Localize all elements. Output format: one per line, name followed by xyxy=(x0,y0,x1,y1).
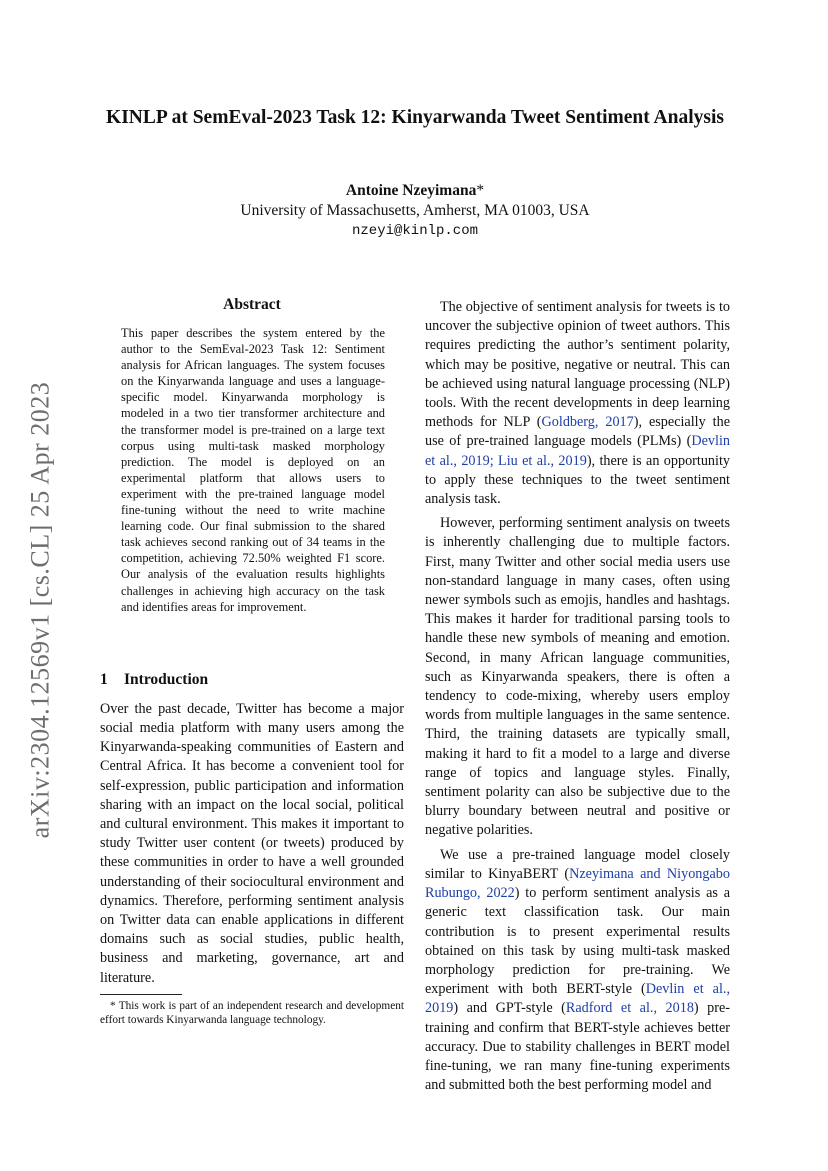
author-block xyxy=(100,181,730,241)
author-email: nzeyi@kinlp.com xyxy=(351,223,479,239)
paragraph-text: ), especially the use of pre-trained language models (PLMs) ( xyxy=(425,414,731,450)
author-line xyxy=(100,181,730,201)
citation-link[interactable]: Radford et al., 2018 xyxy=(565,1000,694,1017)
abstract-heading: Abstract xyxy=(223,296,281,313)
citation-link[interactable]: Goldberg, 2017 xyxy=(541,414,634,431)
paragraph-text: ) and GPT-style ( xyxy=(453,1000,566,1017)
paragraph-text: We use a pre-trained language model closely similar to KinyaBERT ( xyxy=(425,846,730,882)
paper-title: KINLP at SemEval-2023 Task 12: Kinyarwanda Tweet Sentiment Analysis xyxy=(106,107,724,128)
left-column xyxy=(100,296,404,1027)
author-affiliation: University of Massachusetts, Amherst, MA 01003, USA xyxy=(240,202,590,219)
arxiv-identifier-text: arXiv:2304.12569v1 [cs.CL] 25 Apr 2023 xyxy=(25,381,54,839)
citation-link[interactable]: Nzeyimana and Niyongabo Rubungo, 2022 xyxy=(425,865,730,902)
paragraph-text: ), there is an opportunity to apply these techniques to the tweet sentiment analysis task. xyxy=(425,452,730,508)
paragraph-text: The objective of sentiment analysis for tweets is to uncover the subjective opinion of tweet authors. This requires predicting the author’s sentiment polarity, which may be positive, negative or neutral. This can be achieved using natural language processing (NLP) tools. With the recent developments in deep learning methods for NLP ( xyxy=(425,299,730,431)
citation-separator: ; xyxy=(489,452,499,469)
arxiv-identifier xyxy=(12,360,68,860)
right-paragraph-2: However, performing sentiment analysis on tweets is inherently challenging due to multiple factors. First, many Twitter and other social media users use non-standard language in many cases, often using newer symbols such as emojis, handles and hashtags. This makes it harder for traditional parsing tools to handle these new symbols of meaning and emotion. Second, in many African language communities, such as Kinyarwanda speakers, there is often a tendency to code-mixing, whereby users employ words from multiple languages in the same sentence. Third, the training datasets are typically small, making it hard to fit a model to a large and diverse range of topics and language styles. Finally, sentiment polarity can also be subjective due to the blurry boundary between neutral and positive or negative polarities. xyxy=(425,515,730,839)
footnote-text: * This work is part of an independent research and development effort towards Kinyarwanda language technology. xyxy=(100,999,404,1026)
abstract-text: This paper describes the system entered by the author to the SemEval-2023 Task 12: Sentiment analysis for African languages. The system focuses on the Kinyarwanda language and uses a language-specific model. Kinyarwanda morphology is modeled in a two tier transformer architecture and the transformer model is pre-trained on a large text corpus using multi-task masked morphology prediction. The model is deployed on an experimental platform that allows users to experiment with the pre-trained language model fine-tuning without the need to write machine learning code. Our final submission to the shared task achieves second ranking out of 34 teams in the competition, achieving 72.50% weighted F1 score. Our analysis of the evaluation results highlights challenges in achieving high accuracy on the task and identifies areas for improvement. xyxy=(121,326,385,614)
right-paragraph-3 xyxy=(425,846,730,1096)
right-column xyxy=(425,298,730,1095)
author-name: Antoine Nzeyimana xyxy=(345,182,477,199)
section-number: 1 xyxy=(100,670,108,688)
citation-link[interactable]: Liu et al., 2019 xyxy=(498,452,587,469)
right-paragraph-1 xyxy=(425,298,730,509)
author-footnote-mark: * xyxy=(476,182,485,199)
section-heading-introduction xyxy=(100,671,404,689)
paragraph-text: ) to perform sentiment analysis as a generic text classification task. Our main contribution is to present experimental results obtained on this task by using multi-task masked morphology prediction for pre-training. We experiment with both BERT-style ( xyxy=(425,885,730,998)
citation-link[interactable]: Devlin et al., 2019 xyxy=(425,981,731,1017)
paragraph-text: ) pre-training and confirm that BERT-style achieves better accuracy. Due to stability challenges in BERT model fine-tuning, we ran many fine-tuning experiments and submitted both the best performing model and xyxy=(425,1000,731,1094)
citation-link[interactable]: Devlin et al., 2019 xyxy=(425,433,730,469)
section-title: Introduction xyxy=(124,670,209,688)
introduction-paragraph-1: Over the past decade, Twitter has become a major social media platform with many users among the Kinyarwanda-speaking communities of Eastern and Central Africa. It has become a convenient tool for self-expression, public participation and information sharing with an impact on the local social, political and cultural environment. This makes it important to study Twitter user content (or tweets) produced by these communities in order to have a well grounded understanding of their sociocultural environment and dynamics. Therefore, performing sentiment analysis on Twitter data can enable applications in different domains such as social studies, public health, business and marketing, governance, art and literature. xyxy=(100,700,404,986)
footnote-rule xyxy=(100,994,182,995)
